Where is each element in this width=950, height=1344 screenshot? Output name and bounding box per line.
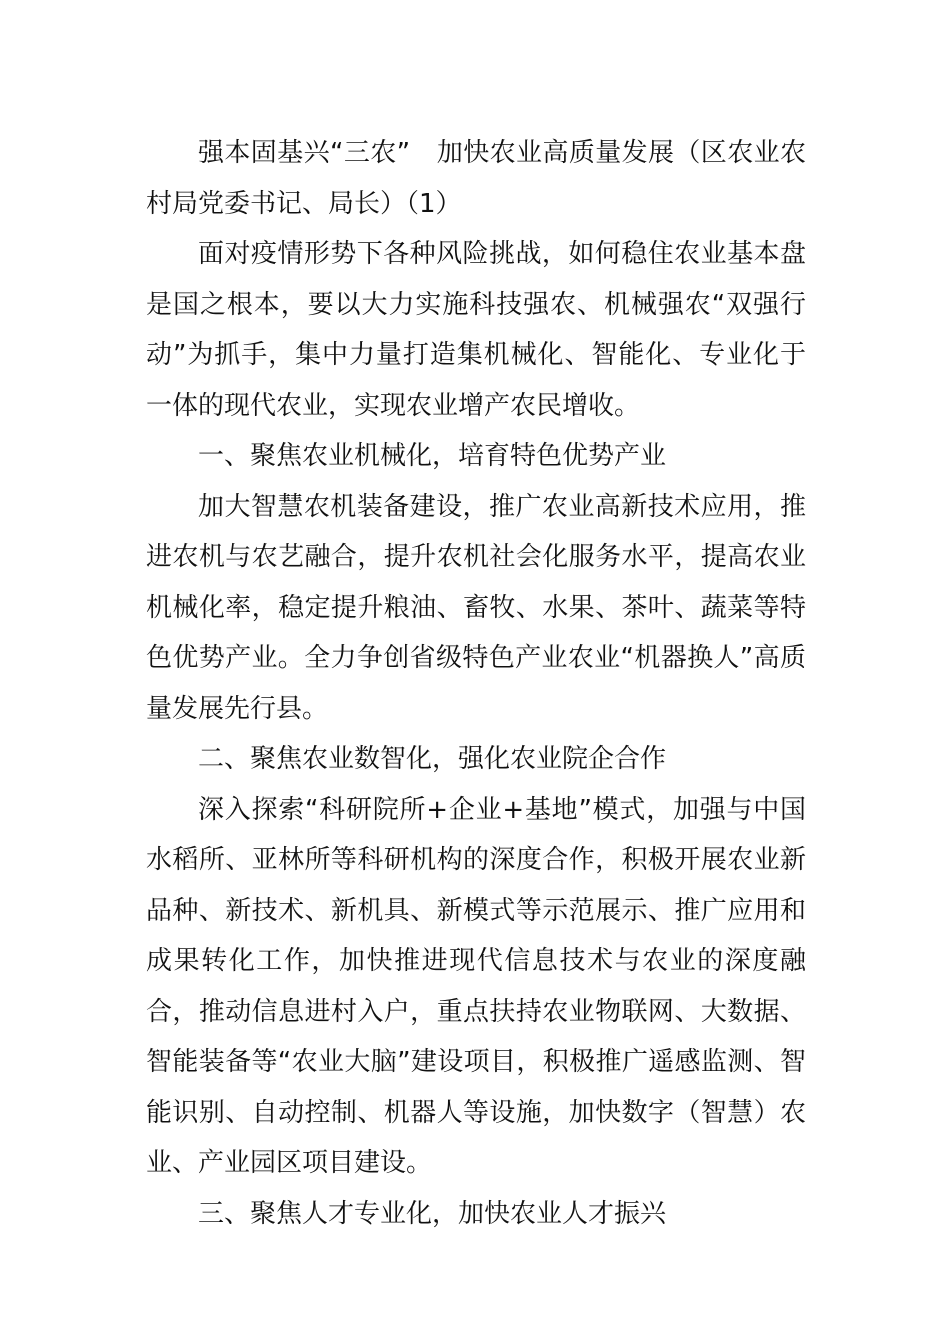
section-body-2: 深入探索“科研院所+企业+基地”模式，加强与中国水稻所、亚林所等科研机构的深度合作，积极开展农业新品种、新技术、新机具、新模式等示范展示、推广应用和成果转化工作，加快推进现代信息技术与农业的深度融合，推动信息进村入户，重点扶持农业物联网、大数据、智能装备等“农业大脑”建设项目，积极推广遥感监测、智能识别、自动控制、机器人等设施，加快数字（智慧）农业、产业园区项目建设。: [146, 794, 806, 1178]
section-heading-1: 一、聚焦农业机械化，培育特色优势产业: [198, 441, 667, 471]
section-body-1: 加大智慧农机装备建设，推广农业高新技术应用，推进农机与农艺融合，提升农机社会化服务水平，提高农业机械化率，稳定提升粮油、畜牧、水果、茶叶、蔬菜等特色优势产业。全力争创省级特色产业农业“机器换人”高质量发展先行县。: [146, 491, 806, 724]
document-title: 强本固基兴“三农” 加快农业高质量发展（区农业农村局党委书记、局长）（1）: [146, 138, 806, 219]
intro-paragraph: 面对疫情形势下各种风险挑战，如何稳住农业基本盘是国之根本，要以大力实施科技强农、机械强农“双强行动”为抓手，集中力量打造集机械化、智能化、专业化于一体的现代农业，实现农业增产农民增收。: [146, 239, 806, 421]
section-heading-3: 三、聚焦人才专业化，加快农业人才振兴: [198, 1198, 667, 1229]
section-heading-2: 二、聚焦农业数智化，强化农业院企合作: [198, 744, 667, 774]
document-page: [146, 128, 806, 1239]
